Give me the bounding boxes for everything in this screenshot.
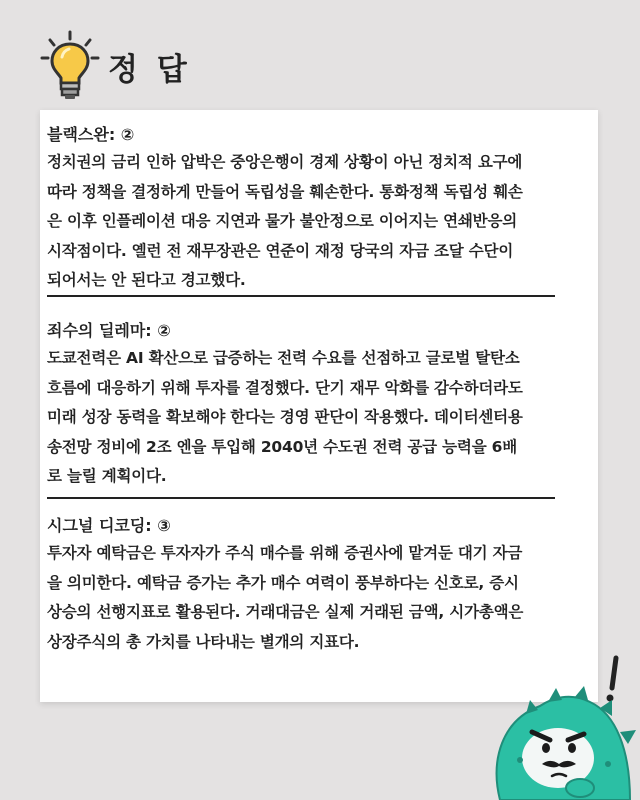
- section-title: 시그널 디코딩: ③: [47, 516, 171, 535]
- section-body: [47, 148, 593, 296]
- answer-section-prisoners-dilemma: [47, 318, 593, 492]
- section-title: 블랙스완: ②: [47, 125, 135, 144]
- dinosaur-mascot-icon: [480, 640, 640, 800]
- answer-section-black-swan: [47, 122, 593, 296]
- body-line: 은 이후 인플레이션 대응 지연과 물가 불안정으로 이어지는 연쇄반응의: [47, 212, 517, 230]
- section-divider: [47, 497, 555, 499]
- section-divider: [47, 295, 555, 297]
- body-line: 시작점이다. 옐런 전 재무장관은 연준이 재정 당국의 자금 조달 수단이: [47, 241, 514, 260]
- body-line: 로 늘릴 계획이다.: [47, 467, 167, 485]
- answer-card: [40, 110, 598, 702]
- body-line: 송전망 정비에 2조 엔을 투입해 2040년 수도권 전력 공급 능력을 6배: [47, 437, 518, 456]
- body-line: 되어서는 안 된다고 경고했다.: [47, 271, 246, 289]
- answer-section-signal-decoding: [47, 513, 593, 657]
- body-line: 미래 성장 동력을 확보해야 한다는 경영 판단이 작용했다. 데이터센터용: [47, 408, 523, 426]
- body-line: 따라 정책을 결정하게 만들어 독립성을 훼손한다. 통화정책 독립성 훼손: [47, 182, 523, 201]
- body-line: 을 의미한다. 예탁금 증가는 추가 매수 여력이 풍부하다는 신호로, 증시: [47, 573, 519, 592]
- body-line: 투자자 예탁금은 투자자가 주식 매수를 위해 증권사에 맡겨둔 대기 자금: [47, 544, 523, 562]
- section-title: 죄수의 딜레마: ②: [47, 321, 171, 340]
- body-line: 흐름에 대응하기 위해 투자를 결정했다. 단기 재무 악화를 감수하더라도: [47, 378, 523, 397]
- body-line: 정치권의 금리 인하 압박은 중앙은행이 경제 상황이 아닌 정치적 요구에: [47, 153, 523, 171]
- body-line: 상장주식의 총 가치를 나타내는 별개의 지표다.: [47, 632, 360, 651]
- body-line: 상승의 선행지표로 활용된다. 거래대금은 실제 거래된 금액, 시가총액은: [47, 603, 524, 621]
- body-line: 도쿄전력은 AI 확산으로 급증하는 전력 수요를 선점하고 글로벌 탈탄소: [47, 349, 520, 367]
- lightbulb-icon: [40, 30, 100, 102]
- section-body: [47, 344, 593, 492]
- header: [40, 30, 191, 102]
- page-title: 정 답: [108, 51, 191, 88]
